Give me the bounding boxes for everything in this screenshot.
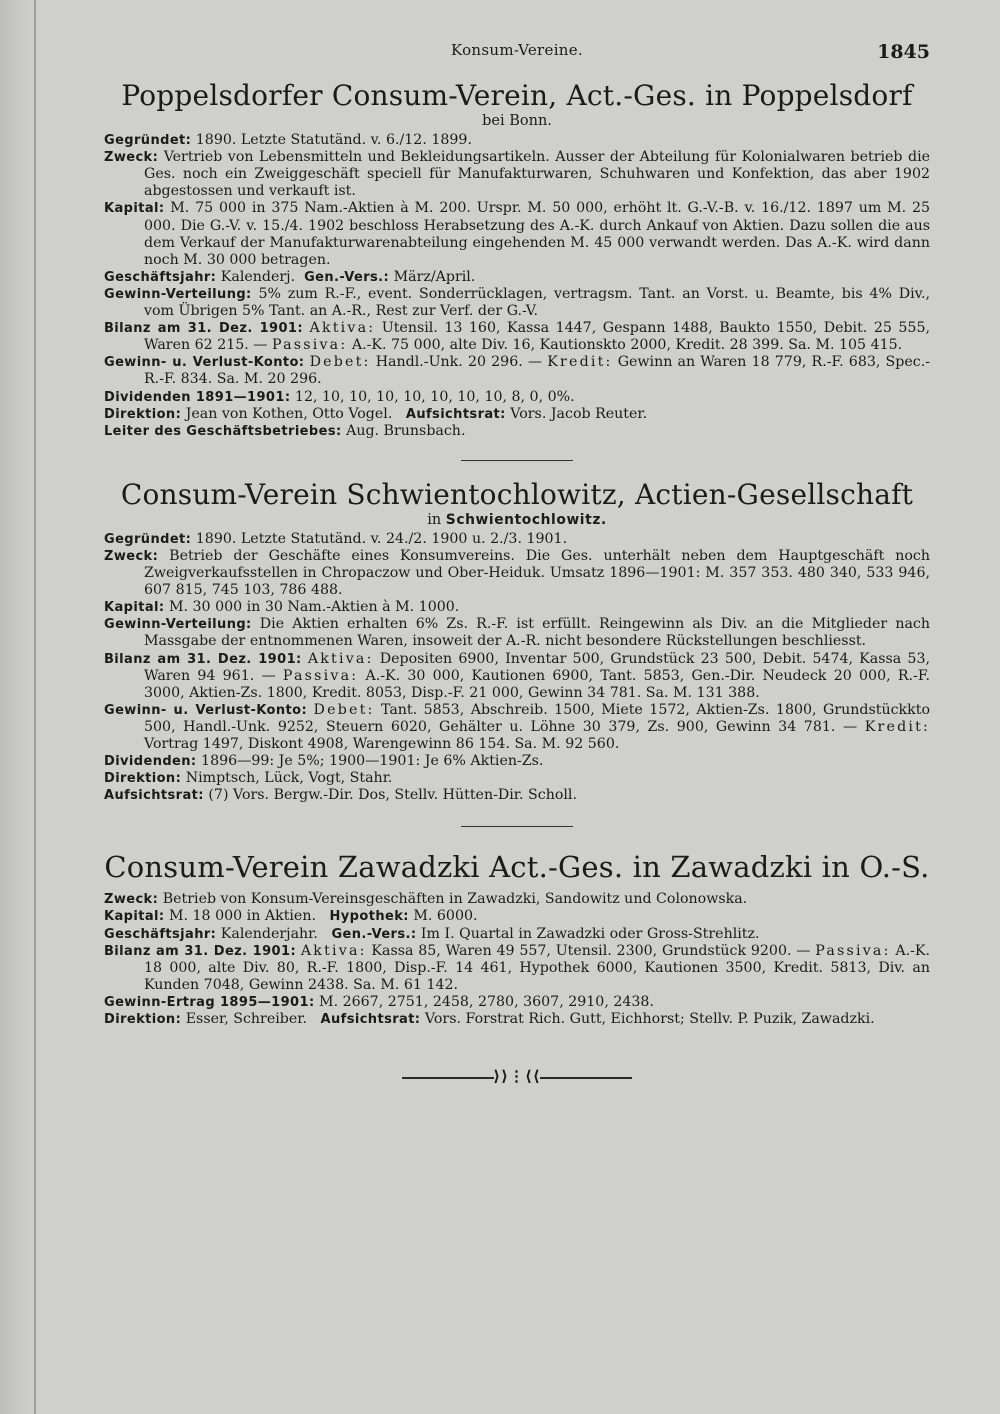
entry-gewinn-ertrag: Gewinn-Ertrag 1895—1901: M. 2667, 2751, 2458, 2780, 3607, 2910, 2438. bbox=[104, 993, 654, 1010]
entry-dividenden: Dividenden: 1896—99: Je 5%; 1900—1901: Je 6% Aktien-Zs. bbox=[104, 753, 544, 770]
section-divider bbox=[461, 460, 573, 461]
entry-dividenden: Dividenden 1891—1901: 12, 10, 10, 10, 10, 10, 10, 10, 8, 0, 0%. bbox=[104, 388, 575, 405]
section-poppelsdorf bbox=[104, 80, 930, 440]
entry-gewinn-verlust: Gewinn- u. Verlust-Konto: Debet: Tant. 5853, Abschreib. 1500, Miete 1572, Aktien-Zs. 1800, Grundstückkto 500, Handl.-Unk. 9252, Steuern 6020, Gehälter u. Löhne 30 379, Zs. 900, Gewinn 34 781. — Kredit: Vortrag 1497, Diskont 4908, Warengewinn 86 154. Sa. M. 92 560. bbox=[104, 701, 930, 752]
section-title: Consum-Verein Zawadzki Act.-Ges. in Zawadzki in O.-S. bbox=[104, 850, 930, 885]
entry-gegruendet: Gegründet: 1890. Letzte Statutänd. v. 6./12. 1899. bbox=[104, 132, 472, 149]
entry-kapital: Kapital: M. 75 000 in 375 Nam.-Aktien à M. 200. Urspr. M. 50 000, erhöht lt. G.-V.-B. v. 16./12. 1897 um M. 25 000. Die G.-V. v. 15./4. 1902 beschloss Herabsetzung des A.-K. durch Ankauf von Aktien. Dazu sollen die aus dem Verkauf der Manufakturwarenabteilung eingehenden M. 45 000 verwandt werden. Das A.-K. wird dann noch M. 30 000 betragen. bbox=[104, 200, 930, 268]
document-page bbox=[104, 40, 930, 1088]
entry-kapital: Kapital: M. 18 000 in Aktien. Hypothek: M. 6000. bbox=[104, 908, 478, 925]
section-title: Consum-Verein Schwientochlowitz, Actien-Gesellschaft bbox=[120, 477, 914, 511]
entry-aufsichtsrat: Aufsichtsrat: (7) Vors. Bergw.-Dir. Dos, Stellv. Hütten-Dir. Scholl. bbox=[104, 787, 577, 804]
entry-direktion: Direktion: Jean von Kothen, Otto Vogel. Aufsichtsrat: Vors. Jacob Reuter. bbox=[104, 405, 648, 422]
entry-direktion: Direktion: Nimptsch, Lück, Vogt, Stahr. bbox=[104, 770, 393, 787]
section-subtitle: bei Bonn. bbox=[482, 113, 552, 129]
entry-bilanz: Bilanz am 31. Dez. 1901: Aktiva: Utensil. 13 160, Kassa 1447, Gespann 1488, Baukto 1550, Debit. 25 555, Waren 62 215. — Passiva: A.-K. 75 000, alte Div. 16, Kautionskto 2000, Kredit. 28 399. Sa. M. 105 415. bbox=[104, 320, 930, 354]
entry-geschaeftsjahr: Geschäftsjahr: Kalenderjahr. Gen.-Vers.: Im I. Quartal in Zawadzki oder Gross-Strehlitz. bbox=[104, 925, 760, 942]
page-number: 1845 bbox=[877, 41, 930, 63]
end-ornament bbox=[402, 1068, 632, 1088]
entry-gewinn-verlust: Gewinn- u. Verlust-Konto: Debet: Handl.-Unk. 20 296. — Kredit: Gewinn an Waren 18 779, R.-F. 683, Spec.-R.-F. 834. Sa. M. 20 296. bbox=[104, 354, 930, 388]
section-schwientochlowitz bbox=[104, 479, 930, 805]
entry-gewinn-verteilung: Gewinn-Verteilung: 5% zum R.-F., event. Sonderrücklagen, vertragsm. Tant. an Vorst. u. Beamte, bis 4% Div., vom Übrigen 5% Tant. an A.-R., Rest zur Verf. der G.-V. bbox=[104, 285, 930, 320]
running-head bbox=[104, 40, 930, 68]
entry-bilanz: Bilanz am 31. Dez. 1901: Aktiva: Kassa 85, Waren 49 557, Utensil. 2300, Grundstück 9200. — Passiva: A.-K. 18 000, alte Div. 80, R.-F. 1800, Disp.-F. 14 461, Hypothek 6000, Kautionen 3500, Kredit. 5813, Div. an Kunden 7048, Gewinn 2438. Sa. M. 61 142. bbox=[104, 942, 931, 993]
entry-gegruendet: Gegründet: 1890. Letzte Statutänd. v. 24./2. 1900 u. 2./3. 1901. bbox=[104, 530, 568, 547]
ornament-glyph: ⟩⟩⋮⟨⟨ bbox=[493, 1067, 541, 1086]
section-divider bbox=[461, 826, 573, 827]
entry-zweck: Zweck: Vertrieb von Lebensmitteln und Bekleidungsartikeln. Ausser der Abteilung für Kolonialwaren betrieb die Ges. noch ein Zweiggeschäft speciell für Manufakturwaren, Schuhwaren und Konfektion, das aber 1902 abgestossen und verkauft ist. bbox=[104, 149, 930, 200]
entry-kapital: Kapital: M. 30 000 in 30 Nam.-Aktien à M. 1000. bbox=[104, 599, 460, 616]
entry-zweck: Zweck: Betrieb der Geschäfte eines Konsumvereins. Die Ges. unterhält neben dem Hauptgeschäft noch Zweigverkaufsstellen in Chropaczow und Ober-Heiduk. Umsatz 1896—1901: M. 357 353. 480 340, 533 946, 607 815, 745 103, 786 488. bbox=[104, 547, 930, 599]
section-subtitle: in Schwientochlowitz. bbox=[427, 511, 607, 528]
scan-binding-line bbox=[34, 0, 36, 1414]
section-title: Poppelsdorfer Consum-Verein, Act.-Ges. in Poppelsdorf bbox=[121, 79, 913, 112]
entry-zweck: Zweck: Betrieb von Konsum-Vereinsgeschäften in Zawadzki, Sandowitz und Colonowska. bbox=[104, 891, 748, 908]
entry-geschaeftsjahr: Geschäftsjahr: Kalenderj. Gen.-Vers.: März/April. bbox=[104, 268, 476, 285]
entry-gewinn-verteilung: Gewinn-Verteilung: Die Aktien erhalten 6% Zs. R.-F. ist erfüllt. Reingewinn als Div. an die Mitglieder nach Massgabe der entnommenen Waren, insoweit der A.-R. nicht besondere Rückstellungen beschliesst. bbox=[104, 616, 930, 650]
entry-direktion: Direktion: Esser, Schreiber. Aufsichtsrat: Vors. Forstrat Rich. Gutt, Eichhorst; Stellv. P. Puzik, Zawadzki. bbox=[104, 1011, 875, 1028]
section-zawadzki bbox=[104, 851, 930, 1028]
running-head-title: Konsum-Vereine. bbox=[450, 41, 584, 59]
scan-margin bbox=[0, 0, 34, 1414]
entry-bilanz: Bilanz am 31. Dez. 1901: Aktiva: Depositen 6900, Inventar 500, Grundstück 23 500, Debit. 5474, Kassa 53, Waren 94 961. — Passiva: A.-K. 30 000, Kautionen 6900, Tant. 5853, Gen.-Dir. Neudeck 20 000, R.-F. 3000, Aktien-Zs. 1800, Kredit. 8053, Disp.-F. 21 000, Gewinn 34 781. Sa. M. 131 388. bbox=[104, 650, 930, 701]
entry-leiter: Leiter des Geschäftsbetriebes: Aug. Brunsbach. bbox=[104, 422, 466, 439]
